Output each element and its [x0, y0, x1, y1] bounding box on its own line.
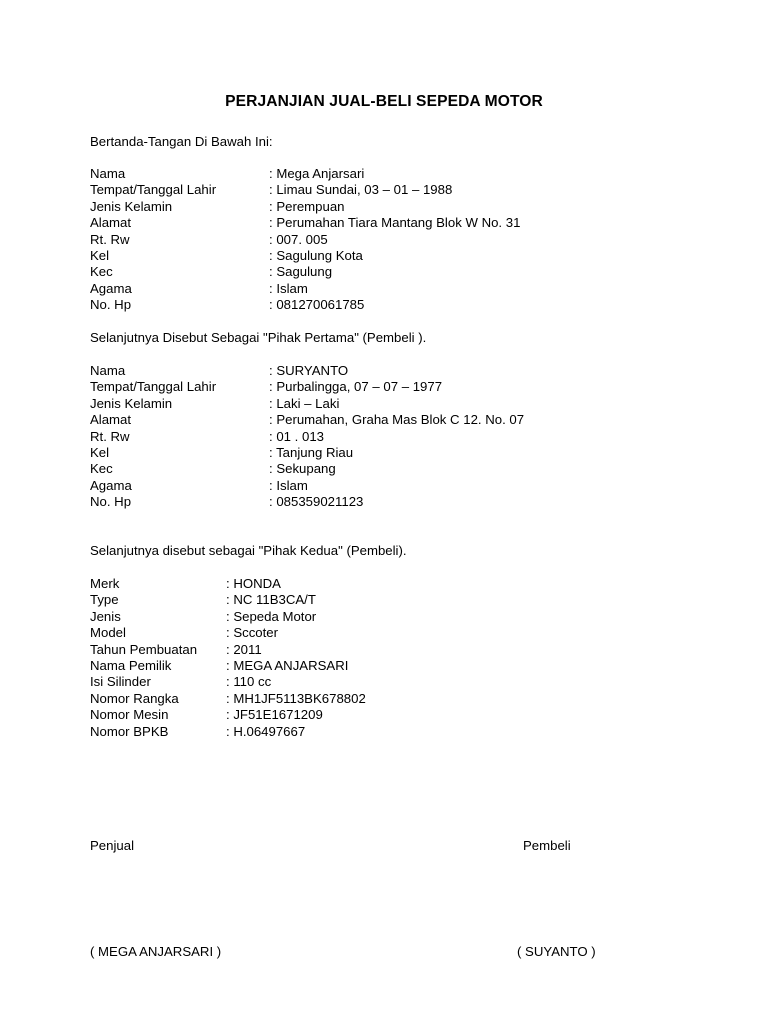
field-value: : Mega Anjarsari: [269, 166, 365, 181]
field-row: [90, 182, 520, 198]
intro-text: Bertanda-Tangan Di Bawah Ini:: [90, 134, 273, 149]
field-label: Jenis Kelamin: [90, 198, 173, 214]
field-label: Kel: [90, 444, 110, 460]
buyer-signature-name: ( SUYANTO ): [517, 944, 596, 959]
field-value: : 085359021123: [269, 494, 364, 510]
field-value: : Laki – Laki: [269, 395, 340, 411]
field-label: Nomor Mesin: [90, 707, 169, 723]
field-label: Model: [90, 625, 126, 641]
field-row: [90, 363, 524, 379]
field-row: [90, 658, 366, 674]
field-label: Kec: [90, 264, 113, 280]
field-row: [90, 707, 366, 723]
field-value: : MEGA ANJARSARI: [226, 657, 349, 673]
field-label: Nomor BPKB: [90, 723, 169, 739]
field-row: [90, 166, 520, 182]
field-row: [90, 429, 524, 445]
field-label: Tahun Pembuatan: [90, 641, 198, 657]
second-party-closing: Selanjutnya disebut sebagai "Pihak Kedua" (Pembeli).: [90, 543, 407, 558]
field-label: Rt. Rw: [90, 428, 130, 444]
field-label: No. Hp: [90, 494, 132, 510]
field-label: Nomor Rangka: [90, 690, 179, 706]
field-value: : H.06497667: [226, 723, 306, 739]
field-row: [90, 625, 366, 641]
field-row: [90, 248, 520, 264]
field-label: Merk: [90, 576, 120, 591]
field-row: [90, 478, 524, 494]
field-row: [90, 232, 520, 248]
field-value: : MH1JF5113BK678802: [226, 690, 366, 706]
field-value: : Perumahan, Graha Mas Blok C 12. No. 07: [269, 412, 525, 428]
vehicle-fields: [90, 576, 366, 740]
field-value: : Perempuan: [269, 198, 345, 214]
seller-signature-label: Penjual: [90, 838, 134, 853]
field-row: [90, 379, 524, 395]
field-row: [90, 691, 366, 707]
field-row: [90, 576, 366, 592]
field-label: Agama: [90, 280, 132, 296]
field-label: Agama: [90, 477, 132, 493]
field-row: [90, 609, 366, 625]
field-label: Alamat: [90, 412, 132, 428]
seller-signature-name: ( MEGA ANJARSARI ): [90, 944, 222, 959]
field-value: : Sepeda Motor: [226, 608, 317, 624]
field-row: [90, 494, 524, 510]
field-value: : Perumahan Tiara Mantang Blok W No. 31: [269, 215, 521, 231]
field-label: Jenis Kelamin: [90, 395, 173, 411]
field-label: Alamat: [90, 215, 132, 231]
field-label: Nama: [90, 363, 126, 378]
field-row: [90, 215, 520, 231]
field-row: [90, 199, 520, 215]
field-value: : Sagulung Kota: [269, 247, 363, 263]
first-party-closing: Selanjutnya Disebut Sebagai "Pihak Pertama" (Pembeli ).: [90, 330, 427, 345]
field-row: [90, 264, 520, 280]
field-value: : SURYANTO: [269, 363, 349, 378]
field-row: [90, 281, 520, 297]
field-value: : HONDA: [226, 576, 281, 591]
document-title: PERJANJIAN JUAL-BELI SEPEDA MOTOR: [225, 93, 543, 110]
field-value: : 110 cc: [226, 674, 272, 690]
field-label: Nama Pemilik: [90, 657, 172, 673]
second-party-fields: [90, 363, 524, 511]
field-value: : Sagulung: [269, 264, 333, 280]
field-row: [90, 396, 524, 412]
field-row: [90, 724, 366, 740]
field-row: [90, 674, 366, 690]
field-value: : Sccoter: [226, 625, 279, 641]
field-value: : 081270061785: [269, 297, 365, 313]
field-value: : Limau Sundai, 03 – 01 – 1988: [269, 182, 453, 198]
field-row: [90, 592, 366, 608]
field-value: : 01 . 013: [269, 428, 324, 444]
field-value: : NC 11B3CA/T: [226, 592, 316, 608]
field-label: Jenis: [90, 608, 121, 624]
field-row: [90, 642, 366, 658]
field-label: Isi Silinder: [90, 674, 151, 690]
field-label: Nama: [90, 166, 126, 181]
field-value: : Purbalingga, 07 – 07 – 1977: [269, 379, 443, 395]
first-party-fields: [90, 166, 520, 314]
field-value: : Islam: [269, 477, 308, 493]
field-value: : Islam: [269, 280, 308, 296]
field-row: [90, 297, 520, 313]
field-value: : Sekupang: [269, 461, 336, 477]
field-row: [90, 445, 524, 461]
field-label: Tempat/Tanggal Lahir: [90, 379, 217, 395]
field-row: [90, 461, 524, 477]
buyer-signature-label: Pembeli: [523, 838, 571, 853]
field-label: Type: [90, 592, 119, 608]
field-label: Tempat/Tanggal Lahir: [90, 182, 217, 198]
field-label: Kec: [90, 461, 113, 477]
field-value: : 007. 005: [269, 231, 328, 247]
field-value: : JF51E1671209: [226, 707, 323, 723]
field-label: No. Hp: [90, 297, 132, 313]
field-value: : 2011: [226, 641, 262, 657]
field-label: Rt. Rw: [90, 231, 130, 247]
field-row: [90, 412, 524, 428]
field-value: : Tanjung Riau: [269, 444, 354, 460]
field-label: Kel: [90, 247, 110, 263]
